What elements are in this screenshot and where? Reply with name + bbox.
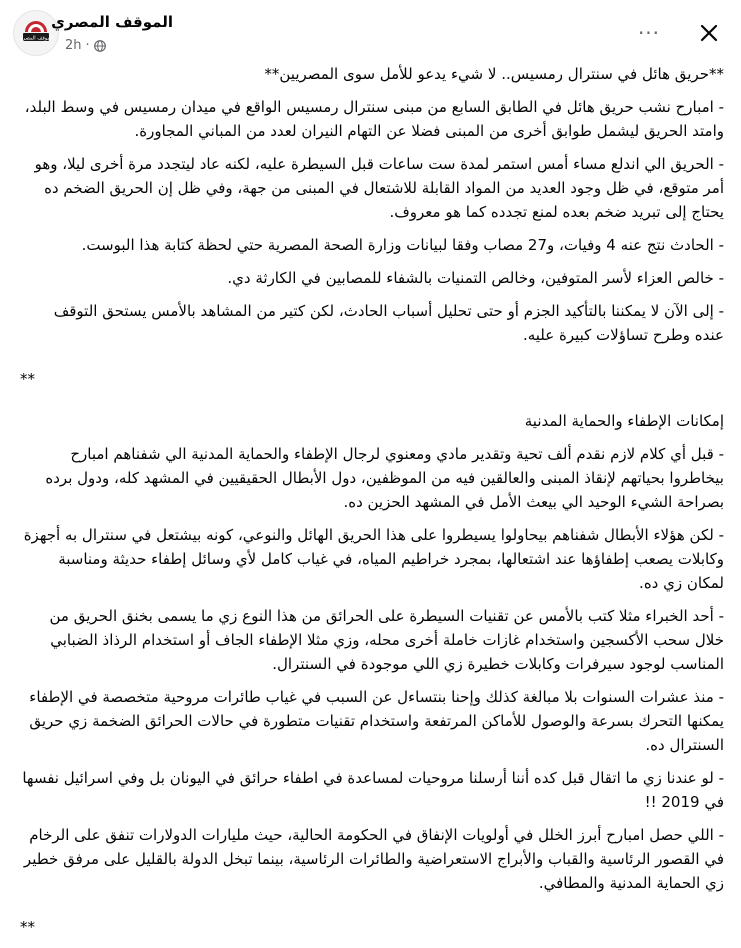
separator: ** bbox=[20, 918, 35, 936]
more-options-button[interactable] bbox=[632, 16, 666, 50]
post-paragraph: - خالص العزاء لأسر المتوفين، وخالص التمنيات بالشفاء للمصابين في الكارثة دي. bbox=[227, 269, 724, 287]
close-icon bbox=[700, 24, 718, 42]
post-paragraph: - قبل أي كلام لازم نقدم ألف تحية وتقدير مادي ومعنوي لرجال الإطفاء والحماية المدنية الي شفناهم امبارح بيخاطروا بحياتهم لإنقاذ المبنى والعالقين فيه من الموظفين، دول الأبطال الحقيقيين في المشهد كله، ودول برده بصراحة الشيء الوحيد الي بيعث الأمل في المشهد الحزين ده. bbox=[45, 445, 724, 511]
logo-text: الموقف المصري bbox=[18, 35, 54, 42]
globe-icon[interactable] bbox=[94, 40, 106, 52]
post-text bbox=[20, 62, 724, 948]
page-name[interactable]: الموقف المصري bbox=[51, 13, 173, 31]
close-button[interactable] bbox=[692, 16, 726, 50]
post-paragraph: - إلى الآن لا يمكننا بالتأكيد الجزم أو حتى تحليل أسباب الحادث، لكن كتير من المشاهد بالأمس يستحق التوقف عنده وطرح تساؤلات كبيرة عليه. bbox=[53, 302, 724, 344]
post-paragraph: - منذ عشرات السنوات بلا مبالغة كذلك وإحنا بنتساءل عن السبب في غياب طائرات مروحية متخصصة في الإطفاء يمكنها التحرك بسرعة والوصول للأماكن المرتفعة واستخدام تقنيات متطورة في حالات الحرائق الضخمة زي حريق السنترال ده. bbox=[29, 688, 724, 754]
post-paragraph: - لكن هؤلاء الأبطال شفناهم بيحاولوا يسيطروا على هذا الحريق الهائل والنوعي، كونه بيشتعل في سنترال به أجهزة وكابلات يصعب إطفاؤها عند اشتعالها، بمجرد خراطيم المياه، في غياب كامل لأي وسائل إطفاء حديثة ومناسبة لمكان زي ده. bbox=[23, 526, 724, 592]
separator: ** bbox=[20, 370, 35, 388]
post-paragraph: - الحريق الي اندلع مساء أمس استمر لمدة ست ساعات قبل السيطرة عليه، لكنه عاد ليتجدد مرة أخرى ليلا، وهو أمر متوقع، في ظل وجود العديد من المواد القابلة للاشتعال في المبنى من جهة، وفي ظل إن الحريق الضخم ده يحتاج إلى تبريد ضخم بعده لمنع تجدده كما هو معروف. bbox=[34, 155, 724, 221]
post-paragraph: - اللي حصل امبارح أبرز الخلل في أولويات الإنفاق في الحكومة الحالية، حيث مليارات الدولارات تنفق على الرخام في القصور الرئاسية والقباب والأبراج الاستعراضية والطائرات الرئاسية، بينما تبخل الدولة بالقليل على مرفق خطير زي الحماية المدنية والمطافي. bbox=[23, 826, 724, 892]
post-paragraph: - الحادث نتج عنه 4 وفيات، و27 مصاب وفقا لبيانات وزارة الصحة المصرية حتي لحظة كتابة هذا البوست. bbox=[81, 236, 724, 254]
section-heading: إمكانات الإطفاء والحماية المدنية bbox=[524, 412, 724, 430]
post-meta bbox=[65, 38, 106, 53]
post-header bbox=[0, 0, 741, 64]
post-paragraph: - لو عندنا زي ما اتقال قبل كده أننا أرسلنا مروحيات لمساعدة في اطفاء حرائق في اليونان بل وفي اسرائيل نفسها في 2019 !! bbox=[22, 769, 724, 811]
post-title: **حريق هائل في سنترال رمسيس.. لا شيء يدعو للأمل سوى المصريين** bbox=[264, 65, 724, 83]
meta-separator: · bbox=[85, 38, 90, 53]
post-paragraph: - أحد الخبراء مثلا كتب بالأمس عن تقنيات السيطرة على الحرائق من هذا النوع زي ما يسمى بخنق الحريق من خلال سحب الأكسجين واستخدام غازات خاملة أخرى محله، وزي مثلا الإطفاء الجاف أو استخدام الرذاذ الضبابي المناسب لوجود سيرفرات وكابلات خطيرة زي اللي موجودة في السنترال. bbox=[49, 607, 724, 673]
more-options-icon: ··· bbox=[637, 21, 661, 45]
post-paragraph: - امبارح نشب حريق هائل في الطابق السابع من مبنى سنترال رمسيس الواقع في ميدان رمسيس في وسط البلد، وامتد الحريق ليشمل طوابق أخرى من المبنى فضلا عن التهام النيران لعدد من المباني المجاورة. bbox=[24, 98, 724, 140]
post-time[interactable]: 2h bbox=[65, 38, 82, 53]
